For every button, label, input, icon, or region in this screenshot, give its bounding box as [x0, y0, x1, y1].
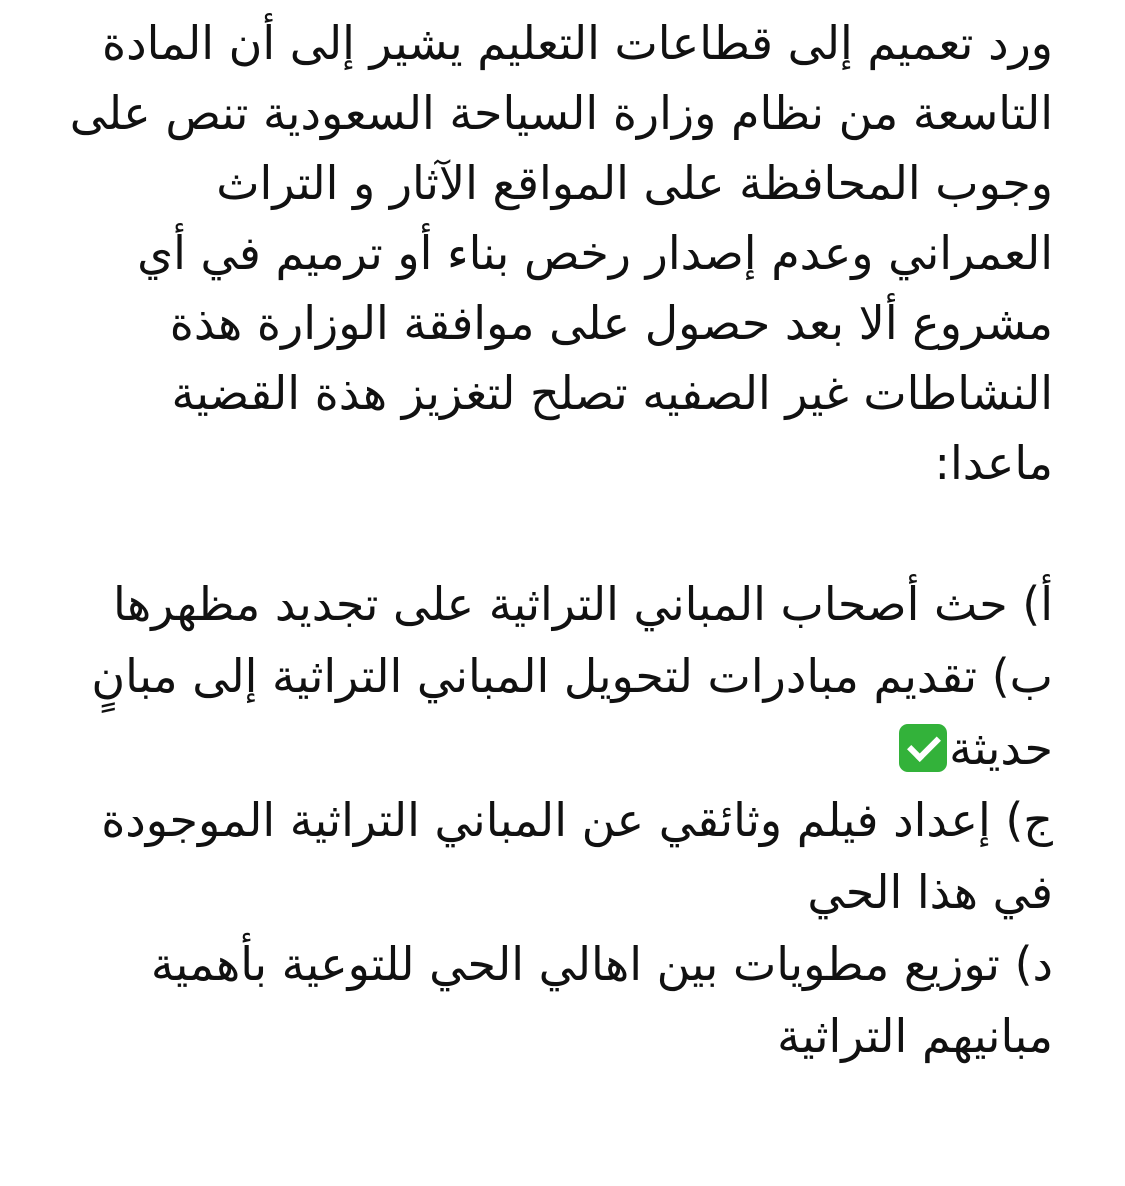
blank-line [40, 498, 1053, 568]
option-a-letter: أ) [1022, 577, 1053, 631]
option-c-letter: ج) [1005, 793, 1053, 847]
option-a-text: حث أصحاب المباني التراثية على تجديد مظهرها [112, 577, 1008, 631]
check-mark-icon [899, 724, 947, 772]
option-b-text: تقديم مبادرات لتحويل المباني التراثية إلى مبانٍ حديثة [91, 649, 1053, 775]
option-d [40, 928, 1053, 1072]
options-list [40, 568, 1053, 1072]
option-a [40, 568, 1053, 640]
option-b-letter: ب) [991, 649, 1053, 703]
option-d-letter: د) [1014, 937, 1053, 991]
question-text: ورد تعميم إلى قطاعات التعليم يشير إلى أن المادة التاسعة من نظام وزارة السياحة السعودية تنص على وجوب المحافظة على المواقع الآثار و التراث العمراني وعدم إصدار رخص بناء أو ترميم في أي مشروع ألا بعد حصول على موافقة الوزارة هذة النشاطات غير الصفيه تصلح لتغزيز هذة القضية ماعدا: [69, 16, 1053, 490]
option-b [40, 640, 1053, 784]
option-d-text: توزيع مطويات بين اهالي الحي للتوعية بأهمية مبانيهم التراثية [150, 937, 1053, 1063]
option-c-text: إعداد فيلم وثائقي عن المباني التراثية الموجودة في هذا الحي [101, 793, 1053, 919]
option-c [40, 784, 1053, 928]
